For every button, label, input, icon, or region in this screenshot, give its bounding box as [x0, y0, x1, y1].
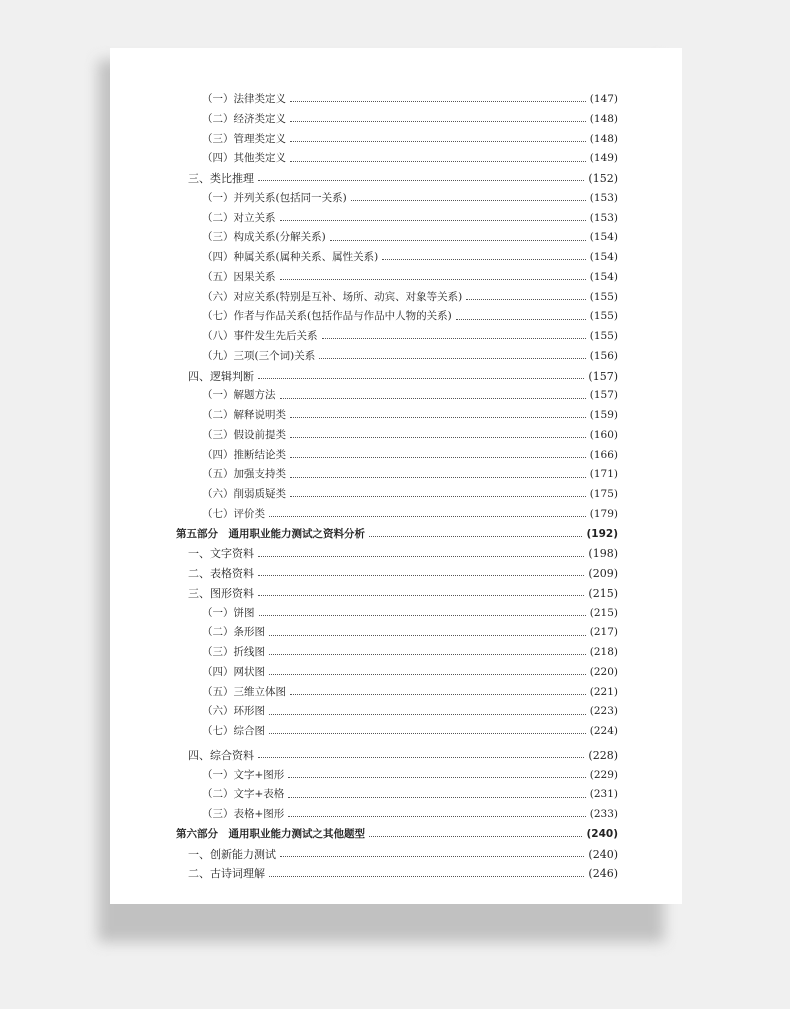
- dot-leader: [269, 654, 586, 655]
- toc-entry-page: (154): [589, 251, 618, 263]
- toc-entry-page: (156): [589, 349, 618, 362]
- toc-entry-page: (148): [589, 112, 618, 125]
- toc-entry-page: (223): [589, 705, 618, 718]
- toc-entry-title: （七）作者与作品关系(包括作品与作品中人物的关系): [202, 310, 452, 323]
- dot-leader: [259, 615, 586, 616]
- toc-entry-page: (198): [588, 547, 618, 561]
- dot-leader: [290, 477, 586, 478]
- toc-entry-page: (229): [589, 768, 618, 781]
- dot-leader: [258, 575, 584, 576]
- toc-entry-title: （一）并列关系(包括同一关系): [202, 191, 347, 204]
- dot-leader: [288, 816, 585, 817]
- toc-entry-page: (209): [588, 567, 618, 580]
- toc-entry-page: (153): [589, 191, 618, 204]
- toc-entry: [176, 805, 618, 825]
- toc-entry-title: （三）表格+图形: [202, 808, 285, 820]
- dot-leader: [290, 437, 586, 438]
- toc-entry: [176, 663, 618, 683]
- dot-leader: [258, 757, 584, 758]
- toc-entry-title: （五）加强支持类: [202, 468, 286, 481]
- dot-leader: [330, 240, 586, 241]
- toc-entry: [176, 845, 618, 865]
- toc-entry-title: （四）种属关系(属种关系、属性关系): [202, 251, 379, 263]
- toc-entry: [176, 406, 618, 426]
- toc-entry-page: (155): [589, 330, 618, 342]
- toc-entry-page: (192): [586, 527, 618, 540]
- dot-leader: [258, 180, 584, 181]
- toc-entry-title: 三、图形资料: [188, 586, 254, 600]
- toc-entry-page: (157): [588, 369, 618, 383]
- toc-entry: [176, 189, 618, 209]
- toc-entry: [176, 505, 618, 525]
- toc-entry-page: (215): [588, 586, 618, 600]
- toc-entry: [176, 248, 618, 268]
- dot-leader: [466, 299, 586, 300]
- toc-entry-title: （二）经济类定义: [202, 112, 286, 125]
- toc-entry-title: 三、类比推理: [188, 172, 254, 185]
- toc-entry-page: (155): [589, 290, 618, 303]
- toc-entry: [176, 90, 618, 110]
- toc-entry: [176, 785, 618, 805]
- toc-entry-page: (152): [588, 172, 618, 185]
- toc-entry-title: （五）三维立体图: [202, 685, 286, 698]
- toc-entry-title: （三）管理类定义: [202, 132, 286, 145]
- dot-leader: [269, 876, 584, 877]
- dot-leader: [322, 338, 586, 339]
- toc-entry-title: （二）对立关系: [202, 211, 276, 224]
- toc-entry: [176, 130, 618, 150]
- toc-entry-title: 四、综合资料: [188, 748, 254, 762]
- toc-entry-page: (224): [589, 725, 618, 737]
- dot-leader: [290, 417, 586, 418]
- toc-entry: [176, 702, 618, 722]
- toc-entry-title: （一）法律类定义: [202, 93, 286, 105]
- toc-entry: [176, 564, 618, 584]
- dot-leader: [258, 556, 584, 557]
- toc-entry-title: （三）折线图: [202, 646, 265, 658]
- dot-leader: [269, 714, 586, 715]
- toc-entry-page: (218): [589, 646, 618, 658]
- dot-leader: [288, 797, 585, 798]
- dot-leader: [269, 635, 586, 636]
- toc-entry: [176, 426, 618, 446]
- toc-entry-page: (179): [589, 507, 618, 520]
- toc-entry-title: （一）解题方法: [202, 389, 276, 402]
- toc-entry: [176, 288, 618, 308]
- toc-entry-title: 第五部分 通用职业能力测试之资料分析: [176, 527, 365, 540]
- table-of-contents: [176, 90, 618, 884]
- toc-entry: [176, 307, 618, 327]
- dot-leader: [269, 674, 586, 675]
- toc-entry-title: 一、创新能力测试: [188, 847, 276, 861]
- toc-entry: [176, 209, 618, 229]
- toc-entry: [176, 643, 618, 663]
- toc-entry-title: 二、表格资料: [188, 567, 254, 580]
- toc-entry-page: (160): [589, 428, 618, 441]
- toc-entry-page: (171): [589, 468, 618, 481]
- toc-entry: [176, 864, 618, 884]
- toc-entry-title: （三）假设前提类: [202, 428, 286, 441]
- toc-entry-page: (154): [589, 231, 618, 244]
- toc-entry-page: (175): [589, 488, 618, 500]
- toc-entry-title: （四）其他类定义: [202, 152, 286, 165]
- toc-entry-page: (220): [589, 665, 618, 678]
- dot-leader: [269, 516, 586, 517]
- dot-leader: [280, 856, 584, 857]
- toc-entry: [176, 485, 618, 505]
- toc-entry-page: (149): [589, 152, 618, 165]
- dot-leader: [351, 200, 586, 201]
- dot-leader: [382, 259, 586, 260]
- toc-entry-title: （四）网状图: [202, 665, 265, 678]
- toc-entry-title: （四）推断结论类: [202, 448, 286, 461]
- toc-entry-title: （六）环形图: [202, 705, 265, 718]
- toc-entry: [176, 465, 618, 485]
- toc-entry-title: 第六部分 通用职业能力测试之其他题型: [176, 827, 365, 840]
- toc-entry-page: (228): [588, 748, 618, 762]
- dot-leader: [369, 836, 582, 837]
- toc-entry-page: (147): [589, 93, 618, 105]
- dot-leader: [319, 358, 586, 359]
- toc-entry-page: (154): [589, 270, 618, 283]
- dot-leader: [280, 220, 586, 221]
- toc-entry: [176, 825, 618, 845]
- toc-entry: [176, 604, 618, 624]
- dot-leader: [456, 319, 586, 320]
- toc-entry-title: （六）对应关系(特别是互补、场所、动宾、对象等关系): [202, 290, 463, 303]
- toc-entry-page: (166): [589, 448, 618, 461]
- toc-entry: [176, 683, 618, 703]
- toc-entry: [176, 446, 618, 466]
- toc-entry: [176, 149, 618, 169]
- toc-entry-title: （七）评价类: [202, 507, 265, 520]
- dot-leader: [280, 279, 586, 280]
- toc-entry-title: （五）因果关系: [202, 270, 276, 283]
- toc-entry: [176, 367, 618, 387]
- toc-entry: [176, 584, 618, 604]
- toc-entry: [176, 766, 618, 786]
- toc-entry-title: （二）文字+表格: [202, 788, 285, 801]
- toc-entry-title: （一）饼图: [202, 606, 255, 619]
- toc-entry-title: （二）解释说明类: [202, 409, 286, 421]
- toc-entry-title: （八）事件发生先后关系: [202, 330, 318, 342]
- toc-entry: [176, 746, 618, 766]
- toc-entry: [176, 386, 618, 406]
- dot-leader: [290, 161, 586, 162]
- dot-leader: [280, 398, 586, 399]
- dot-leader: [290, 457, 586, 458]
- document-page: [110, 48, 682, 904]
- dot-leader: [290, 496, 586, 497]
- toc-entry: [176, 722, 618, 742]
- toc-entry-page: (240): [586, 827, 618, 840]
- toc-entry-title: （二）条形图: [202, 626, 265, 639]
- dot-leader: [369, 536, 582, 537]
- dot-leader: [258, 595, 584, 596]
- toc-entry-page: (148): [589, 132, 618, 145]
- toc-entry-title: （三）构成关系(分解关系): [202, 231, 326, 244]
- dot-leader: [290, 101, 586, 102]
- toc-entry-title: （一）文字+图形: [202, 768, 285, 781]
- toc-entry-page: (233): [589, 808, 618, 820]
- toc-entry-title: （九）三项(三个词)关系: [202, 349, 316, 362]
- dot-leader: [288, 777, 585, 778]
- toc-entry-page: (215): [589, 606, 618, 619]
- toc-entry: [176, 228, 618, 248]
- toc-entry: [176, 347, 618, 367]
- toc-entry: [176, 525, 618, 545]
- dot-leader: [269, 733, 586, 734]
- toc-entry-page: (217): [589, 626, 618, 639]
- dot-leader: [290, 141, 586, 142]
- toc-entry-title: 二、古诗词理解: [188, 867, 265, 881]
- toc-entry-title: （七）综合图: [202, 725, 265, 737]
- toc-entry: [176, 544, 618, 564]
- toc-entry-page: (159): [589, 409, 618, 421]
- toc-entry: [176, 169, 618, 189]
- toc-entry-page: (155): [589, 310, 618, 323]
- toc-entry-page: (231): [589, 788, 618, 801]
- toc-entry: [176, 110, 618, 130]
- dot-leader: [290, 121, 586, 122]
- toc-entry-page: (153): [589, 211, 618, 224]
- toc-entry-page: (157): [589, 389, 618, 402]
- toc-entry: [176, 268, 618, 288]
- toc-entry-page: (221): [589, 685, 618, 698]
- toc-entry-title: （六）削弱质疑类: [202, 488, 286, 500]
- toc-entry: [176, 623, 618, 643]
- dot-leader: [290, 694, 586, 695]
- toc-entry-page: (246): [588, 867, 618, 881]
- toc-entry-page: (240): [588, 847, 618, 861]
- toc-entry: [176, 327, 618, 347]
- dot-leader: [258, 378, 584, 379]
- toc-entry-title: 四、逻辑判断: [188, 369, 254, 383]
- toc-entry-title: 一、文字资料: [188, 547, 254, 561]
